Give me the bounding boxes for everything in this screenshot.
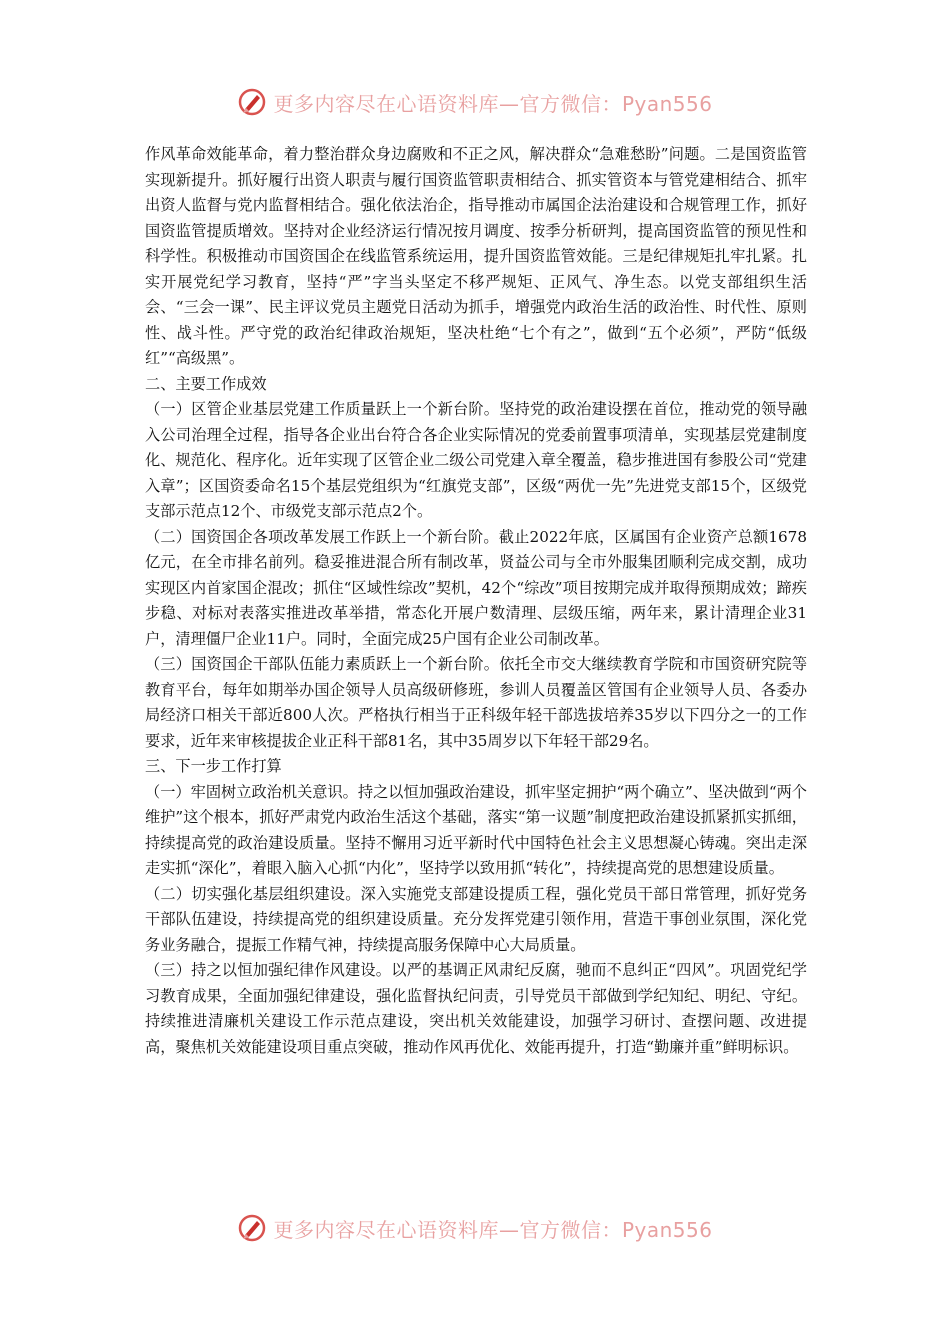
footer-banner (0, 1208, 950, 1248)
paragraph: （一）区管企业基层党建工作质量跃上一个新台阶。坚持党的政治建设摆在首位，推动党的领导融入公司治理全过程，指导各企业出台符合各企业实际情况的党委前置事项清单，实现基层党建制度化、规范化、程序化。近年实现了区管企业二级公司党建入章全覆盖，稳步推进国有参股公司“党建入章”；区国资委命名15个基层党组织为“红旗党支部”，区级“两优一先”先进党支部15个，区级党支部示范点12个、市级党支部示范点2个。 (145, 400, 807, 520)
section-heading: 二、主要工作成效 (145, 374, 267, 393)
paragraph: （三）国资国企干部队伍能力素质跃上一个新台阶。依托全市交大继续教育学院和市国资研究院等教育平台，每年如期举办国企领导人员高级研修班，参训人员覆盖区管国有企业领导人员、各委办局经济口相关干部近800人次。严格执行相当于正科级年轻干部选拔培养35岁以下四分之一的工作要求，近年来审核提拔企业正科干部81名，其中35周岁以下年轻干部29名。 (145, 655, 807, 750)
footer-banner-text: 更多内容尽在心语资料库—官方微信：Pyan556 (273, 1217, 713, 1242)
header-banner-text: 更多内容尽在心语资料库—官方微信：Pyan556 (273, 91, 713, 116)
header-banner (0, 82, 950, 122)
paragraph: 作风革命效能革命，着力整治群众身边腐败和不正之风，解决群众“急难愁盼”问题。二是国资监管实现新提升。抓好履行出资人职责与履行国资监管职责相结合、抓实管资本与管党建相结合、抓牢出资人监督与党内监督相结合。强化依法治企，指导推动市属国企法治建设和合规管理工作，抓好国资监管提质增效。坚持对企业经济运行情况按月调度、按季分析研判，提高国资监管的预见性和科学性。积极推动市国资国企在线监管系统运用，提升国资监管效能。三是纪律规矩扎牢扎紧。扎实开展党纪学习教育，坚持“严”字当头坚定不移严规矩、正风气、净生态。以党支部组织生活会、“三会一课”、民主评议党员主题党日活动为抓手，增强党内政治生活的政治性、时代性、原则性、战斗性。严守党的政治纪律政治规矩，坚决杜绝“七个有之”，做到“五个必须”，严防“低级红”“高级黑”。 (145, 145, 807, 367)
paragraph: （一）牢固树立政治机关意识。持之以恒加强政治建设，抓牢坚定拥护“两个确立”、坚决做到“两个维护”这个根本，抓好严肃党内政治生活这个基础，落实“第一议题”制度把政治建设抓紧抓实抓细，持续提高党的政治建设质量。坚持不懈用习近平新时代中国特色社会主义思想凝心铸魂。突出走深走实抓“深化”，着眼入脑入心抓“内化”，坚持学以致用抓“转化”，持续提高党的思想建设质量。 (145, 782, 807, 877)
paragraph: （三）持之以恒加强纪律作风建设。以严的基调正风肃纪反腐，驰而不息纠正“四风”。巩固党纪学习教育成果，全面加强纪律建设，强化监督执纪问责，引导党员干部做到学纪知纪、明纪、守纪。持续推进清廉机关建设工作示范点建设，突出机关效能建设，加强学习研讨、查摆问题、改进提高，聚焦机关效能建设项目重点突破，推动作风再优化、效能再提升，打造“勤廉并重”鲜明标识。 (145, 961, 807, 1056)
paragraph: （二）国资国企各项改革发展工作跃上一个新台阶。截止2022年底，区属国有企业资产总额1678亿元，在全市排名前列。稳妥推进混合所有制改革，贤益公司与全市外服集团顺利完成交割，成功实现区内首家国企混改；抓住“区域性综改”契机，42个“综改”项目按期完成并取得预期成效；蹄疾步稳、对标对表落实推进改革举措，常态化开展户数清理、层级压缩，两年来，累计清理企业31户，清理僵尸企业11户。同时，全面完成25户国有企业公司制改革。 (145, 527, 807, 648)
section-heading: 三、下一步工作打算 (145, 757, 282, 775)
pen-circle-logo-icon (237, 87, 267, 117)
pen-circle-logo-icon (237, 1213, 267, 1243)
paragraph: （二）切实强化基层组织建设。深入实施党支部建设提质工程，强化党员干部日常管理，抓好党务干部队伍建设，持续提高党的组织建设质量。充分发挥党建引领作用，营造干事创业氛围，深化党务业务融合，提振工作精气神，持续提高服务保障中心大局质量。 (145, 884, 807, 954)
document-body (145, 142, 807, 1060)
